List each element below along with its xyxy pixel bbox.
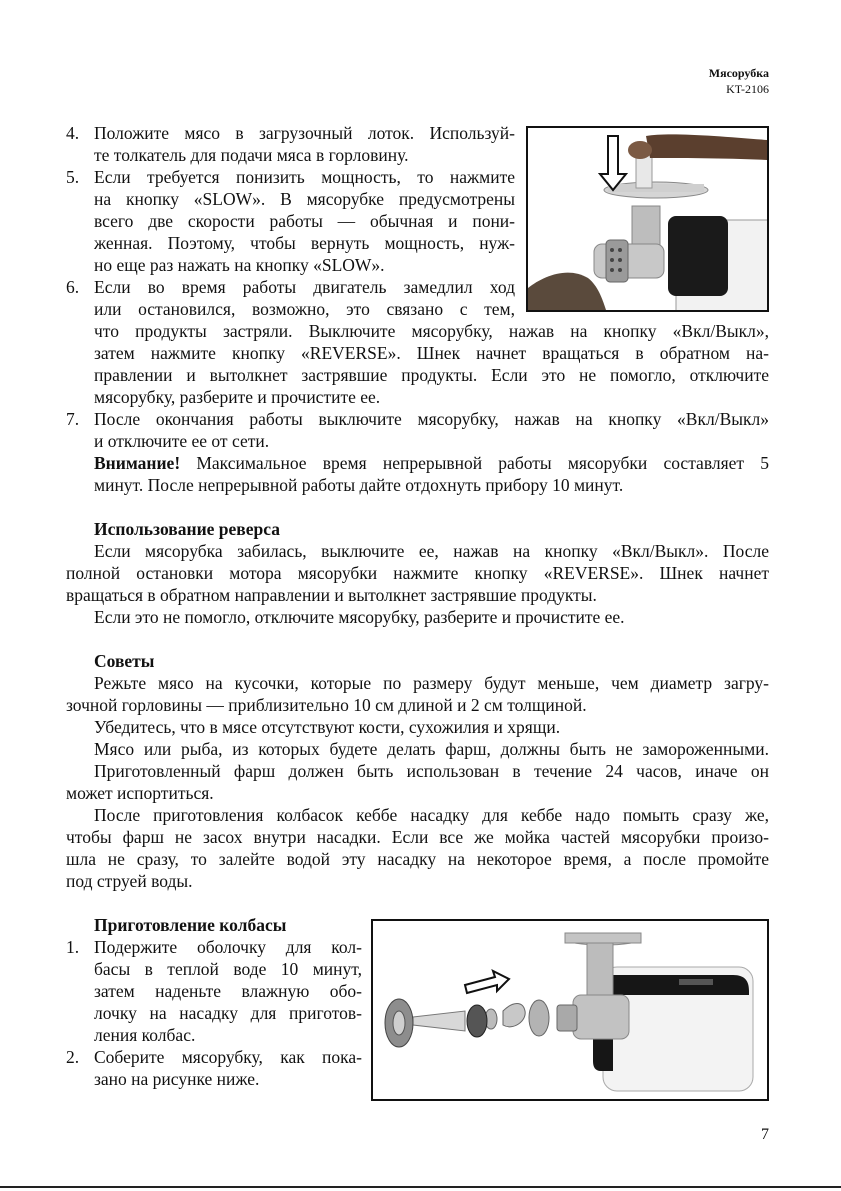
text-line: вращаться в обратном направлении и вытолкнет застрявшие продукты. bbox=[66, 585, 597, 605]
reverse-heading: Использование реверса bbox=[94, 519, 280, 539]
text-line: на кнопку «SLOW». В мясорубке предусмотрены bbox=[94, 189, 515, 209]
text-line: Если это не помогло, отключите мясорубку, разберите и прочистите ее. bbox=[94, 607, 625, 627]
tips-heading: Советы bbox=[94, 651, 155, 671]
meat-grinder-loading-illustration bbox=[528, 128, 767, 310]
text-line: под струей воды. bbox=[66, 871, 193, 891]
text-line: минут. После непрерывной работы дайте отдохнуть прибору 10 минут. bbox=[94, 475, 624, 495]
text-line: Подержите оболочку для кол- bbox=[94, 937, 362, 957]
text-line: может испортиться. bbox=[66, 783, 214, 803]
step-7-number: 7. bbox=[66, 409, 80, 429]
text-line: зано на рисунке ниже. bbox=[94, 1069, 260, 1089]
text-line: басы в теплой воде 10 минут, bbox=[94, 959, 362, 979]
text-line: Если требуется понизить мощность, то нажмите bbox=[94, 167, 515, 187]
text-line: полной остановки мотора мясорубки нажмите кнопку «REVERSE». Шнек начнет bbox=[66, 563, 769, 583]
text-line: Если во время работы двигатель замедлил ход bbox=[94, 277, 515, 297]
text-line: Соберите мясорубку, как пока- bbox=[94, 1047, 362, 1067]
text-line: Мясо или рыба, из которых будете делать фарш, должны быть не замороженными. bbox=[94, 739, 769, 759]
text-line: правлении и вытолкнет застрявшие продукты. Если это не помогло, отключите bbox=[94, 365, 769, 385]
sausage-step-1-number: 1. bbox=[66, 937, 80, 957]
sausage-step-2-number: 2. bbox=[66, 1047, 80, 1067]
text-line: лочку на насадку для приготов- bbox=[94, 1003, 362, 1023]
text-line: или остановился, возможно, это связано с тем, bbox=[94, 299, 515, 319]
text-line: После окончания работы выключите мясорубку, нажав на кнопку «Вкл/Выкл» bbox=[94, 409, 769, 429]
header-product-title: Мясорубка bbox=[708, 66, 769, 80]
text-line: Убедитесь, что в мясе отсутствуют кости, сухожилия и хрящи. bbox=[94, 717, 561, 737]
text-line: зочной горловины — приблизительно 10 см длиной и 2 см толщиной. bbox=[66, 695, 587, 715]
step-4-number: 4. bbox=[66, 123, 80, 143]
text-line: После приготовления колбасок кеббе насадку для кеббе надо помыть сразу же, bbox=[94, 805, 769, 825]
text-line: и отключите ее от сети. bbox=[94, 431, 270, 451]
step-6-text-wide bbox=[94, 320, 769, 408]
figure-meat-loading bbox=[526, 126, 769, 312]
text-line: Режьте мясо на кусочки, которые по размеру будут меньше, чем диаметр загру- bbox=[94, 673, 769, 693]
step-5-text bbox=[94, 166, 515, 276]
text-line: что продукты застряли. Выключите мясорубку, нажав на кнопку «Вкл/Выкл», bbox=[94, 321, 769, 341]
step-4-text bbox=[94, 122, 515, 166]
warning-text: Максимальное время непрерывной работы мясорубки составляет 5 bbox=[180, 453, 769, 473]
bottom-rule bbox=[0, 1186, 841, 1188]
text-line: чтобы фарш не засох внутри насадки. Если все же мойка частей мясорубки произо- bbox=[66, 827, 769, 847]
text-line: мясорубку, разберите и прочистите ее. bbox=[94, 387, 381, 407]
sausage-heading: Приготовление колбасы bbox=[94, 915, 287, 935]
text-line: всего две скорости работы — обычная и пони- bbox=[94, 211, 515, 231]
text-line: но еще раз нажать на кнопку «SLOW». bbox=[94, 255, 385, 275]
reverse-body bbox=[66, 540, 769, 628]
page-number: 7 bbox=[761, 1126, 769, 1143]
step-6-number: 6. bbox=[66, 277, 80, 297]
text-line: затем нажмите кнопку «REVERSE». Шнек начнет вращаться в обратном на- bbox=[94, 343, 769, 363]
text-line: ления колбас. bbox=[94, 1025, 196, 1045]
grinder-assembly-illustration bbox=[373, 921, 767, 1099]
text-line: Приготовленный фарш должен быть использован в течение 24 часов, иначе он bbox=[94, 761, 769, 781]
figure-sausage-assembly bbox=[371, 919, 769, 1101]
sausage-step-1-text bbox=[94, 936, 362, 1046]
text-line: женная. Поэтому, чтобы вернуть мощность, нуж- bbox=[94, 233, 515, 253]
text-line: затем наденьте влажную обо- bbox=[94, 981, 362, 1001]
warning-label: Внимание! bbox=[94, 453, 181, 473]
step-6-text-narrow bbox=[94, 276, 515, 320]
text-line: шла не сразу, то залейте водой эту насадку на некоторое время, а после промойте bbox=[66, 849, 769, 869]
sausage-step-2-text bbox=[94, 1046, 362, 1090]
header-model: KT-2106 bbox=[726, 82, 769, 96]
warning-note bbox=[94, 452, 769, 496]
text-line bbox=[94, 452, 769, 474]
step-5-number: 5. bbox=[66, 167, 80, 187]
tips-body bbox=[66, 672, 769, 892]
text-line: Положите мясо в загрузочный лоток. Используй- bbox=[94, 123, 515, 143]
step-7-text bbox=[94, 408, 769, 452]
text-line: те толкатель для подачи мяса в горловину. bbox=[94, 145, 409, 165]
text-line: Если мясорубка забилась, выключите ее, нажав на кнопку «Вкл/Выкл». После bbox=[94, 541, 769, 561]
